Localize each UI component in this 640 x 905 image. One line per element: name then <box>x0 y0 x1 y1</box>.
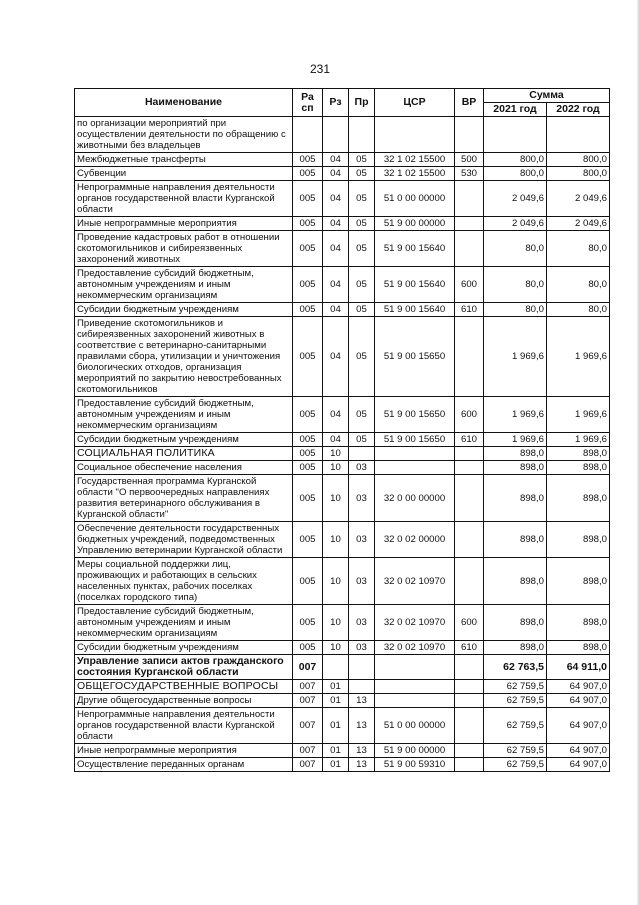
cell-sum-2022: 1 969,6 <box>547 397 610 433</box>
cell-razdel: 04 <box>323 231 349 267</box>
cell-name: Непрограммные направления деятельности органов государственной власти Курганской области <box>75 181 293 217</box>
cell-sum-2022: 64 907,0 <box>547 694 610 708</box>
cell-sum-2022: 1 969,6 <box>547 317 610 397</box>
cell-vr: 500 <box>455 153 484 167</box>
cell-sum-2022: 80,0 <box>547 267 610 303</box>
table-row <box>75 303 610 317</box>
cell-sum-2022: 898,0 <box>547 522 610 558</box>
cell-sum-2021: 80,0 <box>484 303 547 317</box>
cell-sum-2022: 2 049,6 <box>547 217 610 231</box>
cell-csr <box>375 117 455 153</box>
table-row <box>75 708 610 744</box>
cell-sum-2022: 80,0 <box>547 303 610 317</box>
cell-sum-2022: 800,0 <box>547 167 610 181</box>
cell-csr: 51 9 00 59310 <box>375 758 455 772</box>
cell-vr <box>455 694 484 708</box>
cell-name: Государственная программа Курганской области "О первоочередных направлениях развития ветеринарного обслуживания в Курганской области" <box>75 475 293 522</box>
cell-rasp: 005 <box>293 217 323 231</box>
cell-sum-2021: 62 759,5 <box>484 758 547 772</box>
cell-name: Предоставление субсидий бюджетным, автономным учреждениям и иным некоммерческим организациям <box>75 397 293 433</box>
cell-name: Непрограммные направления деятельности органов государственной власти Курганской области <box>75 708 293 744</box>
cell-vr <box>455 475 484 522</box>
cell-podrazdel: 13 <box>349 708 375 744</box>
cell-sum-2022 <box>547 117 610 153</box>
header-rasp-line1: Ра <box>301 90 314 103</box>
cell-vr <box>455 708 484 744</box>
cell-csr <box>375 461 455 475</box>
cell-razdel <box>323 655 349 680</box>
cell-rasp: 005 <box>293 303 323 317</box>
cell-name: Иные непрограммные мероприятия <box>75 217 293 231</box>
cell-sum-2021: 1 969,6 <box>484 397 547 433</box>
cell-sum-2021: 80,0 <box>484 231 547 267</box>
cell-razdel: 01 <box>323 708 349 744</box>
cell-razdel: 01 <box>323 758 349 772</box>
cell-name: Субсидии бюджетным учреждениям <box>75 641 293 655</box>
cell-rasp: 005 <box>293 231 323 267</box>
table-row <box>75 117 610 153</box>
table-row <box>75 680 610 694</box>
cell-rasp: 005 <box>293 433 323 447</box>
cell-razdel: 04 <box>323 181 349 217</box>
cell-sum-2021: 1 969,6 <box>484 317 547 397</box>
cell-rasp: 007 <box>293 744 323 758</box>
header-razdel: Рз <box>323 89 349 117</box>
cell-name: Меры социальной поддержки лиц, проживающих и работающих в сельских населенных пунктах, рабочих поселках (поселках городского типа) <box>75 558 293 605</box>
cell-sum-2021 <box>484 117 547 153</box>
cell-razdel: 04 <box>323 153 349 167</box>
budget-table <box>74 88 610 772</box>
cell-vr <box>455 461 484 475</box>
cell-csr: 32 0 02 10970 <box>375 558 455 605</box>
table-row <box>75 153 610 167</box>
cell-name: Приведение скотомогильников и сибиреязвенных захоронений животных в соответствие с ветеринарно-санитарными правилами сбора, утилизации и уничтожения биологических отходов, организация мероприятий по закрытию невостребованных скотомогильников <box>75 317 293 397</box>
cell-csr: 32 0 02 00000 <box>375 522 455 558</box>
cell-csr <box>375 655 455 680</box>
cell-vr: 530 <box>455 167 484 181</box>
cell-vr: 600 <box>455 605 484 641</box>
table-row <box>75 267 610 303</box>
cell-sum-2022: 64 911,0 <box>547 655 610 680</box>
cell-sum-2021: 898,0 <box>484 641 547 655</box>
cell-csr: 51 9 00 15640 <box>375 267 455 303</box>
cell-razdel: 04 <box>323 267 349 303</box>
cell-vr <box>455 655 484 680</box>
cell-vr <box>455 447 484 461</box>
cell-razdel: 10 <box>323 461 349 475</box>
table-row <box>75 397 610 433</box>
cell-sum-2021: 898,0 <box>484 558 547 605</box>
cell-csr: 32 1 02 15500 <box>375 167 455 181</box>
cell-rasp: 005 <box>293 522 323 558</box>
page-number: 231 <box>309 62 331 76</box>
cell-name: Предоставление субсидий бюджетным, автономным учреждениям и иным некоммерческим организациям <box>75 267 293 303</box>
cell-rasp: 007 <box>293 680 323 694</box>
cell-csr: 32 0 00 00000 <box>375 475 455 522</box>
cell-vr <box>455 744 484 758</box>
cell-razdel: 01 <box>323 680 349 694</box>
cell-csr <box>375 447 455 461</box>
cell-podrazdel: 05 <box>349 167 375 181</box>
header-name: Наименование <box>75 89 293 117</box>
cell-csr: 32 0 02 10970 <box>375 641 455 655</box>
cell-rasp: 007 <box>293 694 323 708</box>
cell-razdel: 10 <box>323 522 349 558</box>
cell-sum-2021: 800,0 <box>484 167 547 181</box>
cell-podrazdel: 05 <box>349 181 375 217</box>
cell-podrazdel <box>349 447 375 461</box>
cell-razdel: 10 <box>323 447 349 461</box>
cell-csr: 51 9 00 15650 <box>375 397 455 433</box>
cell-csr <box>375 694 455 708</box>
cell-csr: 51 9 00 15650 <box>375 317 455 397</box>
table-row <box>75 694 610 708</box>
cell-podrazdel <box>349 117 375 153</box>
cell-sum-2021: 898,0 <box>484 475 547 522</box>
cell-podrazdel <box>349 655 375 680</box>
cell-razdel: 04 <box>323 433 349 447</box>
table-body <box>75 117 610 772</box>
header-year-2021: 2021 год <box>484 103 547 117</box>
cell-vr <box>455 558 484 605</box>
cell-sum-2022: 898,0 <box>547 447 610 461</box>
header-rasp-line2: сп <box>301 101 314 114</box>
table-row <box>75 317 610 397</box>
table-row <box>75 475 610 522</box>
cell-csr: 51 0 00 00000 <box>375 181 455 217</box>
cell-razdel <box>323 117 349 153</box>
cell-rasp: 005 <box>293 181 323 217</box>
cell-sum-2021: 80,0 <box>484 267 547 303</box>
cell-name: Субсидии бюджетным учреждениям <box>75 433 293 447</box>
cell-razdel: 04 <box>323 303 349 317</box>
cell-rasp: 005 <box>293 167 323 181</box>
cell-rasp: 005 <box>293 461 323 475</box>
cell-csr: 51 9 00 00000 <box>375 217 455 231</box>
cell-sum-2021: 800,0 <box>484 153 547 167</box>
cell-rasp: 007 <box>293 708 323 744</box>
cell-vr <box>455 231 484 267</box>
cell-sum-2022: 898,0 <box>547 475 610 522</box>
cell-name: по организации мероприятий при осуществлении деятельности по обращению с животными без владельцев <box>75 117 293 153</box>
cell-razdel: 04 <box>323 217 349 231</box>
cell-rasp: 005 <box>293 641 323 655</box>
cell-name: Предоставление субсидий бюджетным, автономным учреждениям и иным некоммерческим организациям <box>75 605 293 641</box>
cell-sum-2022: 64 907,0 <box>547 680 610 694</box>
cell-name: Межбюджетные трансферты <box>75 153 293 167</box>
cell-csr: 51 9 00 15640 <box>375 303 455 317</box>
cell-razdel: 01 <box>323 744 349 758</box>
cell-vr <box>455 181 484 217</box>
cell-sum-2022: 898,0 <box>547 605 610 641</box>
cell-podrazdel: 03 <box>349 558 375 605</box>
cell-sum-2022: 64 907,0 <box>547 744 610 758</box>
header-podrazdel: Пр <box>349 89 375 117</box>
cell-podrazdel: 13 <box>349 694 375 708</box>
cell-rasp: 005 <box>293 267 323 303</box>
cell-name: Проведение кадастровых работ в отношении скотомогильников и сибиреязвенных захоронений животных <box>75 231 293 267</box>
cell-vr <box>455 522 484 558</box>
cell-name: Иные непрограммные мероприятия <box>75 744 293 758</box>
cell-podrazdel <box>349 680 375 694</box>
cell-sum-2022: 898,0 <box>547 558 610 605</box>
cell-razdel: 10 <box>323 475 349 522</box>
cell-razdel: 10 <box>323 641 349 655</box>
cell-rasp: 005 <box>293 558 323 605</box>
cell-csr: 32 1 02 15500 <box>375 153 455 167</box>
cell-podrazdel: 03 <box>349 522 375 558</box>
cell-sum-2021: 898,0 <box>484 522 547 558</box>
cell-name: Другие общегосударственные вопросы <box>75 694 293 708</box>
header-csr: ЦСР <box>375 89 455 117</box>
cell-csr <box>375 680 455 694</box>
cell-sum-2022: 2 049,6 <box>547 181 610 217</box>
cell-name: Субсидии бюджетным учреждениям <box>75 303 293 317</box>
cell-podrazdel: 03 <box>349 605 375 641</box>
cell-sum-2021: 2 049,6 <box>484 181 547 217</box>
cell-vr: 610 <box>455 433 484 447</box>
cell-sum-2021: 1 969,6 <box>484 433 547 447</box>
cell-rasp: 005 <box>293 605 323 641</box>
cell-vr <box>455 758 484 772</box>
cell-razdel: 10 <box>323 605 349 641</box>
cell-sum-2022: 898,0 <box>547 461 610 475</box>
cell-podrazdel: 13 <box>349 744 375 758</box>
cell-vr: 610 <box>455 641 484 655</box>
cell-podrazdel: 05 <box>349 317 375 397</box>
cell-sum-2021: 62 759,5 <box>484 744 547 758</box>
cell-rasp: 007 <box>293 655 323 680</box>
cell-podrazdel: 05 <box>349 397 375 433</box>
cell-csr: 32 0 02 10970 <box>375 605 455 641</box>
cell-vr: 600 <box>455 397 484 433</box>
cell-podrazdel: 13 <box>349 758 375 772</box>
cell-podrazdel: 05 <box>349 267 375 303</box>
cell-sum-2021: 62 763,5 <box>484 655 547 680</box>
cell-sum-2022: 64 907,0 <box>547 758 610 772</box>
table-row <box>75 522 610 558</box>
cell-podrazdel: 03 <box>349 641 375 655</box>
header-year-2022: 2022 год <box>547 103 610 117</box>
cell-razdel: 10 <box>323 558 349 605</box>
cell-name: ОБЩЕГОСУДАРСТВЕННЫЕ ВОПРОСЫ <box>75 680 293 694</box>
cell-sum-2021: 898,0 <box>484 447 547 461</box>
table-row <box>75 605 610 641</box>
header-sum: Сумма <box>484 89 610 103</box>
cell-rasp: 007 <box>293 758 323 772</box>
cell-vr <box>455 317 484 397</box>
cell-vr <box>455 680 484 694</box>
table-row <box>75 744 610 758</box>
cell-csr: 51 9 00 00000 <box>375 744 455 758</box>
cell-sum-2022: 898,0 <box>547 641 610 655</box>
header-vr: ВР <box>455 89 484 117</box>
cell-name: Субвенции <box>75 167 293 181</box>
cell-sum-2021: 62 759,5 <box>484 708 547 744</box>
cell-name: Управление записи актов гражданского состояния Курганской области <box>75 655 293 680</box>
table-row <box>75 447 610 461</box>
cell-sum-2022: 800,0 <box>547 153 610 167</box>
cell-name: Осуществление переданных органам <box>75 758 293 772</box>
table-row <box>75 641 610 655</box>
cell-csr: 51 9 00 15640 <box>375 231 455 267</box>
cell-csr: 51 9 00 15650 <box>375 433 455 447</box>
cell-sum-2022: 64 907,0 <box>547 708 610 744</box>
cell-rasp: 005 <box>293 397 323 433</box>
table-row <box>75 461 610 475</box>
cell-vr: 610 <box>455 303 484 317</box>
cell-podrazdel: 03 <box>349 475 375 522</box>
cell-sum-2021: 62 759,5 <box>484 680 547 694</box>
cell-sum-2021: 898,0 <box>484 461 547 475</box>
table-row <box>75 655 610 680</box>
cell-rasp <box>293 117 323 153</box>
cell-razdel: 04 <box>323 167 349 181</box>
cell-podrazdel: 05 <box>349 217 375 231</box>
cell-podrazdel: 03 <box>349 461 375 475</box>
cell-sum-2021: 898,0 <box>484 605 547 641</box>
cell-sum-2022: 1 969,6 <box>547 433 610 447</box>
cell-name: СОЦИАЛЬНАЯ ПОЛИТИКА <box>75 447 293 461</box>
table-row <box>75 181 610 217</box>
cell-podrazdel: 05 <box>349 231 375 267</box>
cell-vr <box>455 217 484 231</box>
cell-razdel: 01 <box>323 694 349 708</box>
cell-podrazdel: 05 <box>349 433 375 447</box>
cell-sum-2022: 80,0 <box>547 231 610 267</box>
cell-sum-2021: 2 049,6 <box>484 217 547 231</box>
table-row <box>75 167 610 181</box>
cell-rasp: 005 <box>293 153 323 167</box>
cell-sum-2021: 62 759,5 <box>484 694 547 708</box>
cell-razdel: 04 <box>323 317 349 397</box>
cell-vr <box>455 117 484 153</box>
cell-name: Обеспечение деятельности государственных бюджетных учреждений, подведомственных Управлению ветеринарии Курганской области <box>75 522 293 558</box>
table-row <box>75 558 610 605</box>
cell-vr: 600 <box>455 267 484 303</box>
table-row <box>75 758 610 772</box>
table-row <box>75 433 610 447</box>
cell-razdel: 04 <box>323 397 349 433</box>
cell-csr: 51 0 00 00000 <box>375 708 455 744</box>
cell-podrazdel: 05 <box>349 303 375 317</box>
cell-rasp: 005 <box>293 317 323 397</box>
cell-podrazdel: 05 <box>349 153 375 167</box>
cell-name: Социальное обеспечение населения <box>75 461 293 475</box>
cell-rasp: 005 <box>293 447 323 461</box>
table-row <box>75 231 610 267</box>
cell-rasp: 005 <box>293 475 323 522</box>
table-row <box>75 217 610 231</box>
header-rasp <box>293 89 323 117</box>
